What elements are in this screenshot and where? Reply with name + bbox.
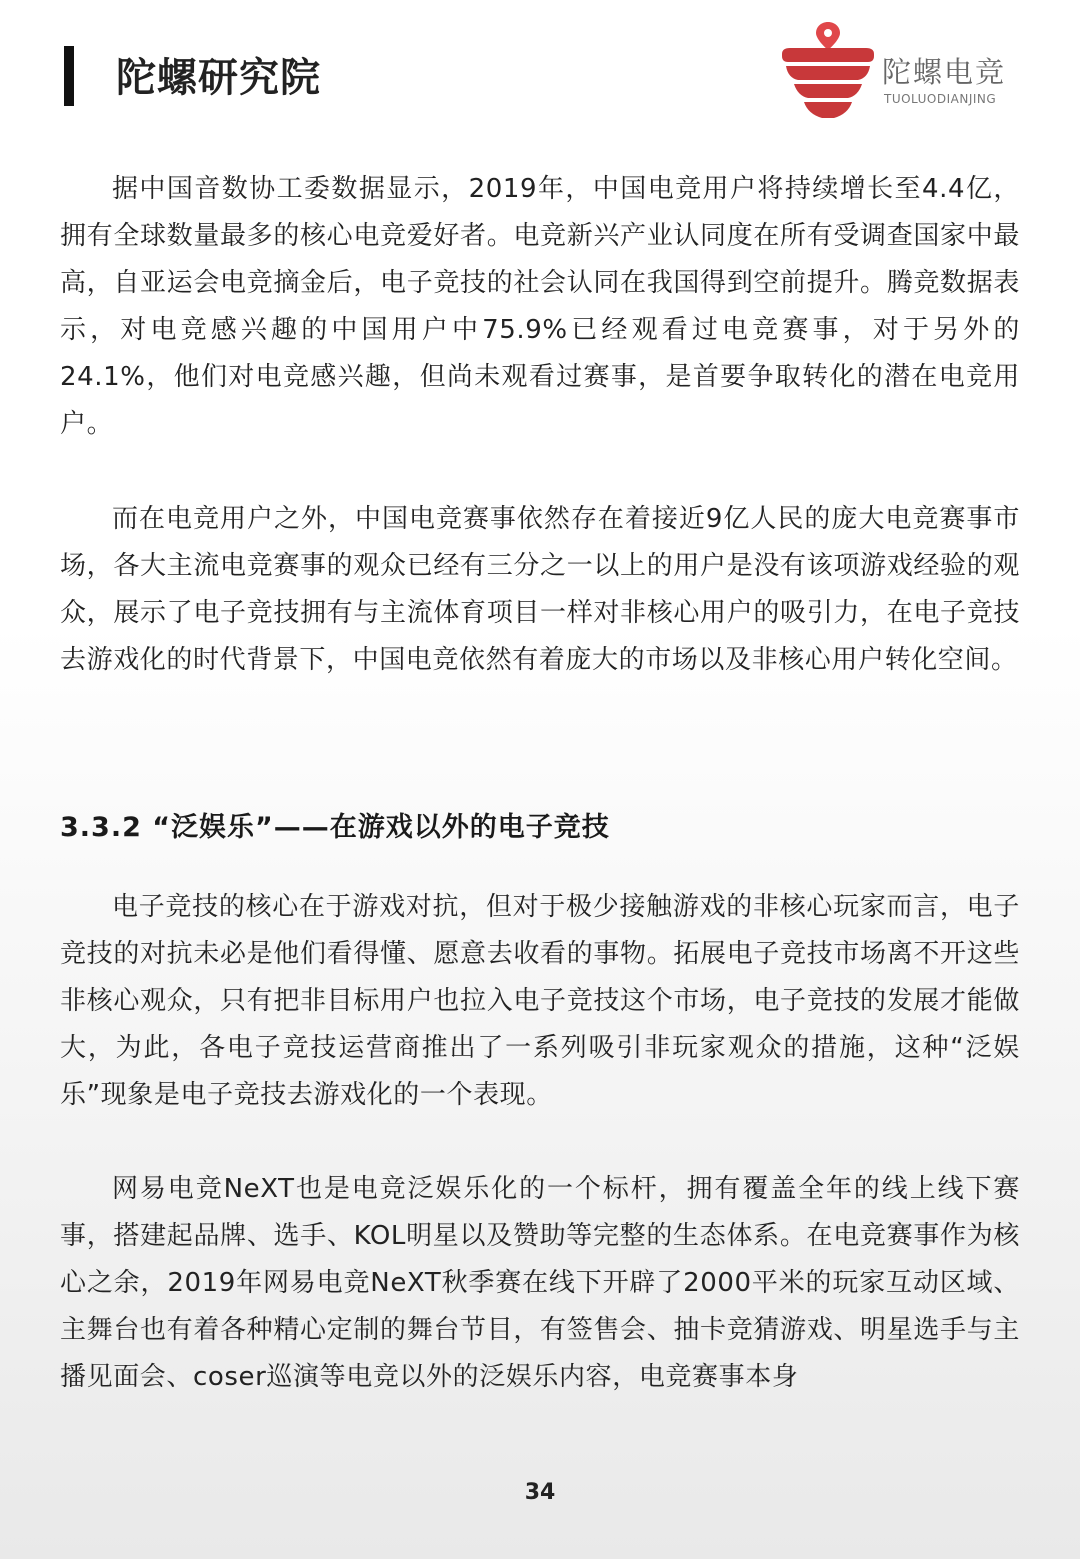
- spinning-top-logo-icon: [778, 18, 878, 128]
- body-paragraph: 而在电竞用户之外，中国电竞赛事依然存在着接近9亿人民的庞大电竞赛事市场，各大主流电竞赛事的观众已经有三分之一以上的用户是没有该项游戏经验的观众，展示了电子竞技拥有与主流体育项目一样对非核心用户的吸引力，在电子竞技去游戏化的时代背景下，中国电竞依然有着庞大的市场以及非核心用户转化空间。: [60, 504, 1020, 675]
- header-accent-bar: [64, 46, 74, 106]
- logo-subtitle: TUOLUODIANJING: [884, 92, 997, 106]
- section-heading: 3.3.2 “泛娱乐”——在游戏以外的电子竞技: [60, 812, 610, 843]
- body-paragraph: 据中国音数协工委数据显示，2019年，中国电竞用户将持续增长至4.4亿，拥有全球数量最多的核心电竞爱好者。电竞新兴产业认同度在所有受调查国家中最高，自亚运会电竞摘金后，电子竞技的社会认同在我国得到空前提升。腾竞数据表示，对电竞感兴趣的中国用户中75.9%已经观看过电竞赛事，对于另外的24.1%，他们对电竞感兴趣，但尚未观看过赛事，是首要争取转化的潜在电竞用户。: [60, 174, 1020, 439]
- brand-logo: [778, 18, 1018, 128]
- section-paragraph: 电子竞技的核心在于游戏对抗，但对于极少接触游戏的非核心玩家而言，电子竞技的对抗未必是他们看得懂、愿意去收看的事物。拓展电子竞技市场离不开这些非核心观众，只有把非目标用户也拉入电子竞技这个市场，电子竞技的发展才能做大，为此，各电子竞技运营商推出了一系列吸引非玩家观众的措施，这种“泛娱乐”现象是电子竞技去游戏化的一个表现。: [60, 892, 1020, 1110]
- logo-name: 陀螺电竞: [882, 55, 1007, 89]
- header-title: 陀螺研究院: [116, 55, 321, 101]
- section-paragraph: 网易电竞NeXT也是电竞泛娱乐化的一个标杆，拥有覆盖全年的线上线下赛事，搭建起品牌、选手、KOL明星以及赞助等完整的生态体系。在电竞赛事作为核心之余，2019年网易电竞NeXT秋季赛在线下开辟了2000平米的玩家互动区域、主舞台也有着各种精心定制的舞台节目，有签售会、抽卡竞猜游戏、明星选手与主播见面会、coser巡演等电竞以外的泛娱乐内容，电竞赛事本身: [60, 1174, 1020, 1392]
- page-number: 34: [524, 1480, 556, 1505]
